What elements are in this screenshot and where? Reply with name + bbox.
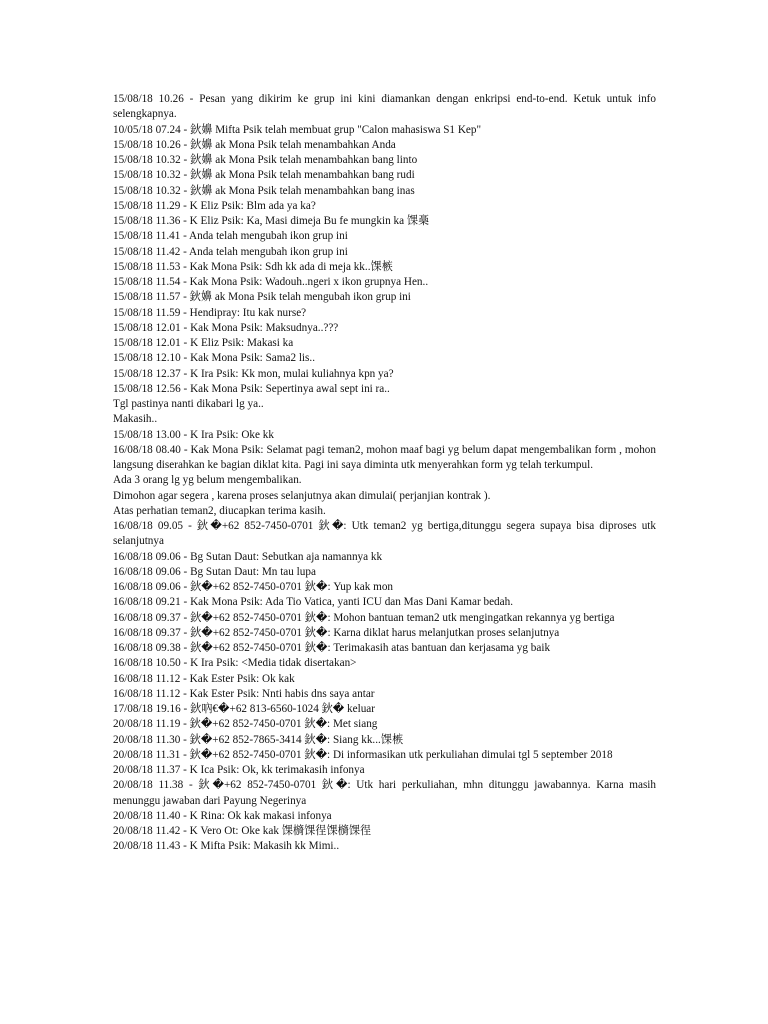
chat-line: 16/08/18 11.12 - Kak Ester Psik: Ok kak [113, 672, 295, 685]
chat-line: 16/08/18 09.37 - 鈥�+62 852-7450-0701 鈥�: Mohon bantuan teman2 utk mengingatkan rekannya yg bertiga [113, 611, 615, 624]
chat-line: Dimohon agar segera , karena proses selanjutnya akan dimulai( perjanjian kontrak ). [113, 489, 491, 502]
chat-line: 15/08/18 11.59 - Hendipray: Itu kak nurse? [113, 306, 307, 319]
chat-line: 15/08/18 10.26 - 鈥嬶 ak Mona Psik telah menambahkan Anda [113, 138, 396, 151]
chat-line: 20/08/18 11.30 - 鈥�+62 852-7865-3414 鈥�: Siang kk...馃槉 [113, 733, 404, 746]
chat-line: 20/08/18 11.37 - K Ica Psik: Ok, kk terimakasih infonya [113, 764, 365, 776]
chat-line: 16/08/18 10.50 - K Ira Psik: <Media tidak disertakan> [113, 657, 357, 670]
chat-line: 16/08/18 09.06 - Bg Sutan Daut: Sebutkan aja namannya kk [113, 550, 383, 563]
chat-line: 16/08/18 09.38 - 鈥�+62 852-7450-0701 鈥�: Terimakasih atas bantuan dan kerjasama yg baik [113, 642, 551, 654]
chat-line: 16/08/18 09.06 - 鈥�+62 852-7450-0701 鈥�: Yup kak mon [113, 581, 394, 593]
chat-line: 15/08/18 13.00 - K Ira Psik: Oke kk [113, 428, 274, 441]
chat-line: 15/08/18 11.57 - 鈥嬶 ak Mona Psik telah mengubah ikon grup ini [113, 291, 411, 304]
chat-line: 15/08/18 12.56 - Kak Mona Psik: Sepertinya awal sept ini ra.. [113, 382, 390, 395]
chat-line: 16/08/18 08.40 - Kak Mona Psik: Selamat pagi teman2, mohon maaf bagi yg belum dapat mengembalikan form , mohon langsung diserahkan ke bagian diklat kita. Pagi ini saya diminta utk menyerahkan form yg telah terkumpul. [113, 443, 656, 471]
chat-line: 20/08/18 11.43 - K Mifta Psik: Makasih kk Mimi.. [113, 840, 340, 853]
chat-line: 16/08/18 09.05 - 鈥�+62 852-7450-0701 鈥�: Utk teman2 yg bertiga,ditunggu segera supaya bisa diproses utk selanjutnya [113, 520, 656, 548]
chat-line: 15/08/18 10.26 - Pesan yang dikirim ke grup ini kini diamankan dengan enkripsi end-to-end. Ketuk untuk info selengkapnya. [113, 93, 656, 121]
chat-line: Tgl pastinya nanti dikabari lg ya.. [113, 398, 264, 410]
chat-line: 20/08/18 11.19 - 鈥�+62 852-7450-0701 鈥�: Met siang [113, 718, 378, 731]
chat-line: 15/08/18 11.42 - Anda telah mengubah ikon grup ini [113, 245, 348, 258]
chat-line: 15/08/18 10.32 - 鈥嬶 ak Mona Psik telah menambahkan bang rudi [113, 169, 415, 182]
chat-line: 10/05/18 07.24 - 鈥嬶 Mifta Psik telah membuat grup "Calon mahasiswa S1 Kep" [113, 123, 482, 136]
chat-line: 16/08/18 09.06 - Bg Sutan Daut: Mn tau lupa [113, 565, 316, 578]
chat-line: 15/08/18 11.29 - K Eliz Psik: Blm ada ya ka? [113, 199, 316, 212]
chat-line: 20/08/18 11.40 - K Rina: Ok kak makasi infonya [113, 809, 332, 822]
chat-line: 16/08/18 09.21 - Kak Mona Psik: Ada Tio Vatica, yanti ICU dan Mas Dani Kamar bedah. [113, 596, 514, 609]
chat-log-document [113, 92, 656, 855]
chat-line: 15/08/18 11.36 - K Eliz Psik: Ka, Masi dimeja Bu fe mungkin ka 馃槀 [113, 215, 430, 227]
chat-line: 15/08/18 11.54 - Kak Mona Psik: Wadouh..ngeri x ikon grupnya Hen.. [113, 276, 429, 288]
chat-line: 15/08/18 11.53 - Kak Mona Psik: Sdh kk ada di meja kk..馃槉 [113, 260, 393, 273]
chat-line: Atas perhatian teman2, diucapkan terima kasih. [113, 504, 326, 517]
chat-line: 15/08/18 11.41 - Anda telah mengubah ikon grup ini [113, 230, 348, 243]
chat-line: 15/08/18 12.10 - Kak Mona Psik: Sama2 lis.. [113, 352, 315, 365]
chat-line: Makasih.. [113, 413, 158, 426]
chat-line: 16/08/18 09.37 - 鈥�+62 852-7450-0701 鈥�: Karna diklat harus melanjutkan proses selanjutnya [113, 626, 560, 639]
chat-line: 17/08/18 19.16 - 鈥吶€�+62 813-6560-1024 鈥� keluar [113, 703, 375, 715]
chat-line: 20/08/18 11.38 - 鈥�+62 852-7450-0701 鈥�: Utk hari perkuliahan, mhn ditunggu jawabannya. Karna masih menunggu jawaban dari Payung Negerinya [113, 779, 656, 807]
chat-line: 15/08/18 12.01 - K Eliz Psik: Makasi ka [113, 337, 294, 349]
chat-line: 15/08/18 12.37 - K Ira Psik: Kk mon, mulai kuliahnya kpn ya? [113, 367, 394, 380]
chat-line: 20/08/18 11.31 - 鈥�+62 852-7450-0701 鈥�: Di informasikan utk perkuliahan dimulai tgl 5 september 2018 [113, 748, 613, 761]
chat-line: 20/08/18 11.42 - K Vero Ot: Oke kak 馃檹馃徎馃檹馃徎 [113, 825, 372, 837]
chat-line: 15/08/18 12.01 - Kak Mona Psik: Maksudnya..??? [113, 321, 339, 334]
chat-line: Ada 3 orang lg yg belum mengembalikan. [113, 474, 302, 487]
chat-line: 15/08/18 10.32 - 鈥嬶 ak Mona Psik telah menambahkan bang linto [113, 154, 418, 166]
chat-line: 15/08/18 10.32 - 鈥嬶 ak Mona Psik telah menambahkan bang inas [113, 184, 415, 197]
chat-line: 16/08/18 11.12 - Kak Ester Psik: Nnti habis dns saya antar [113, 687, 375, 700]
